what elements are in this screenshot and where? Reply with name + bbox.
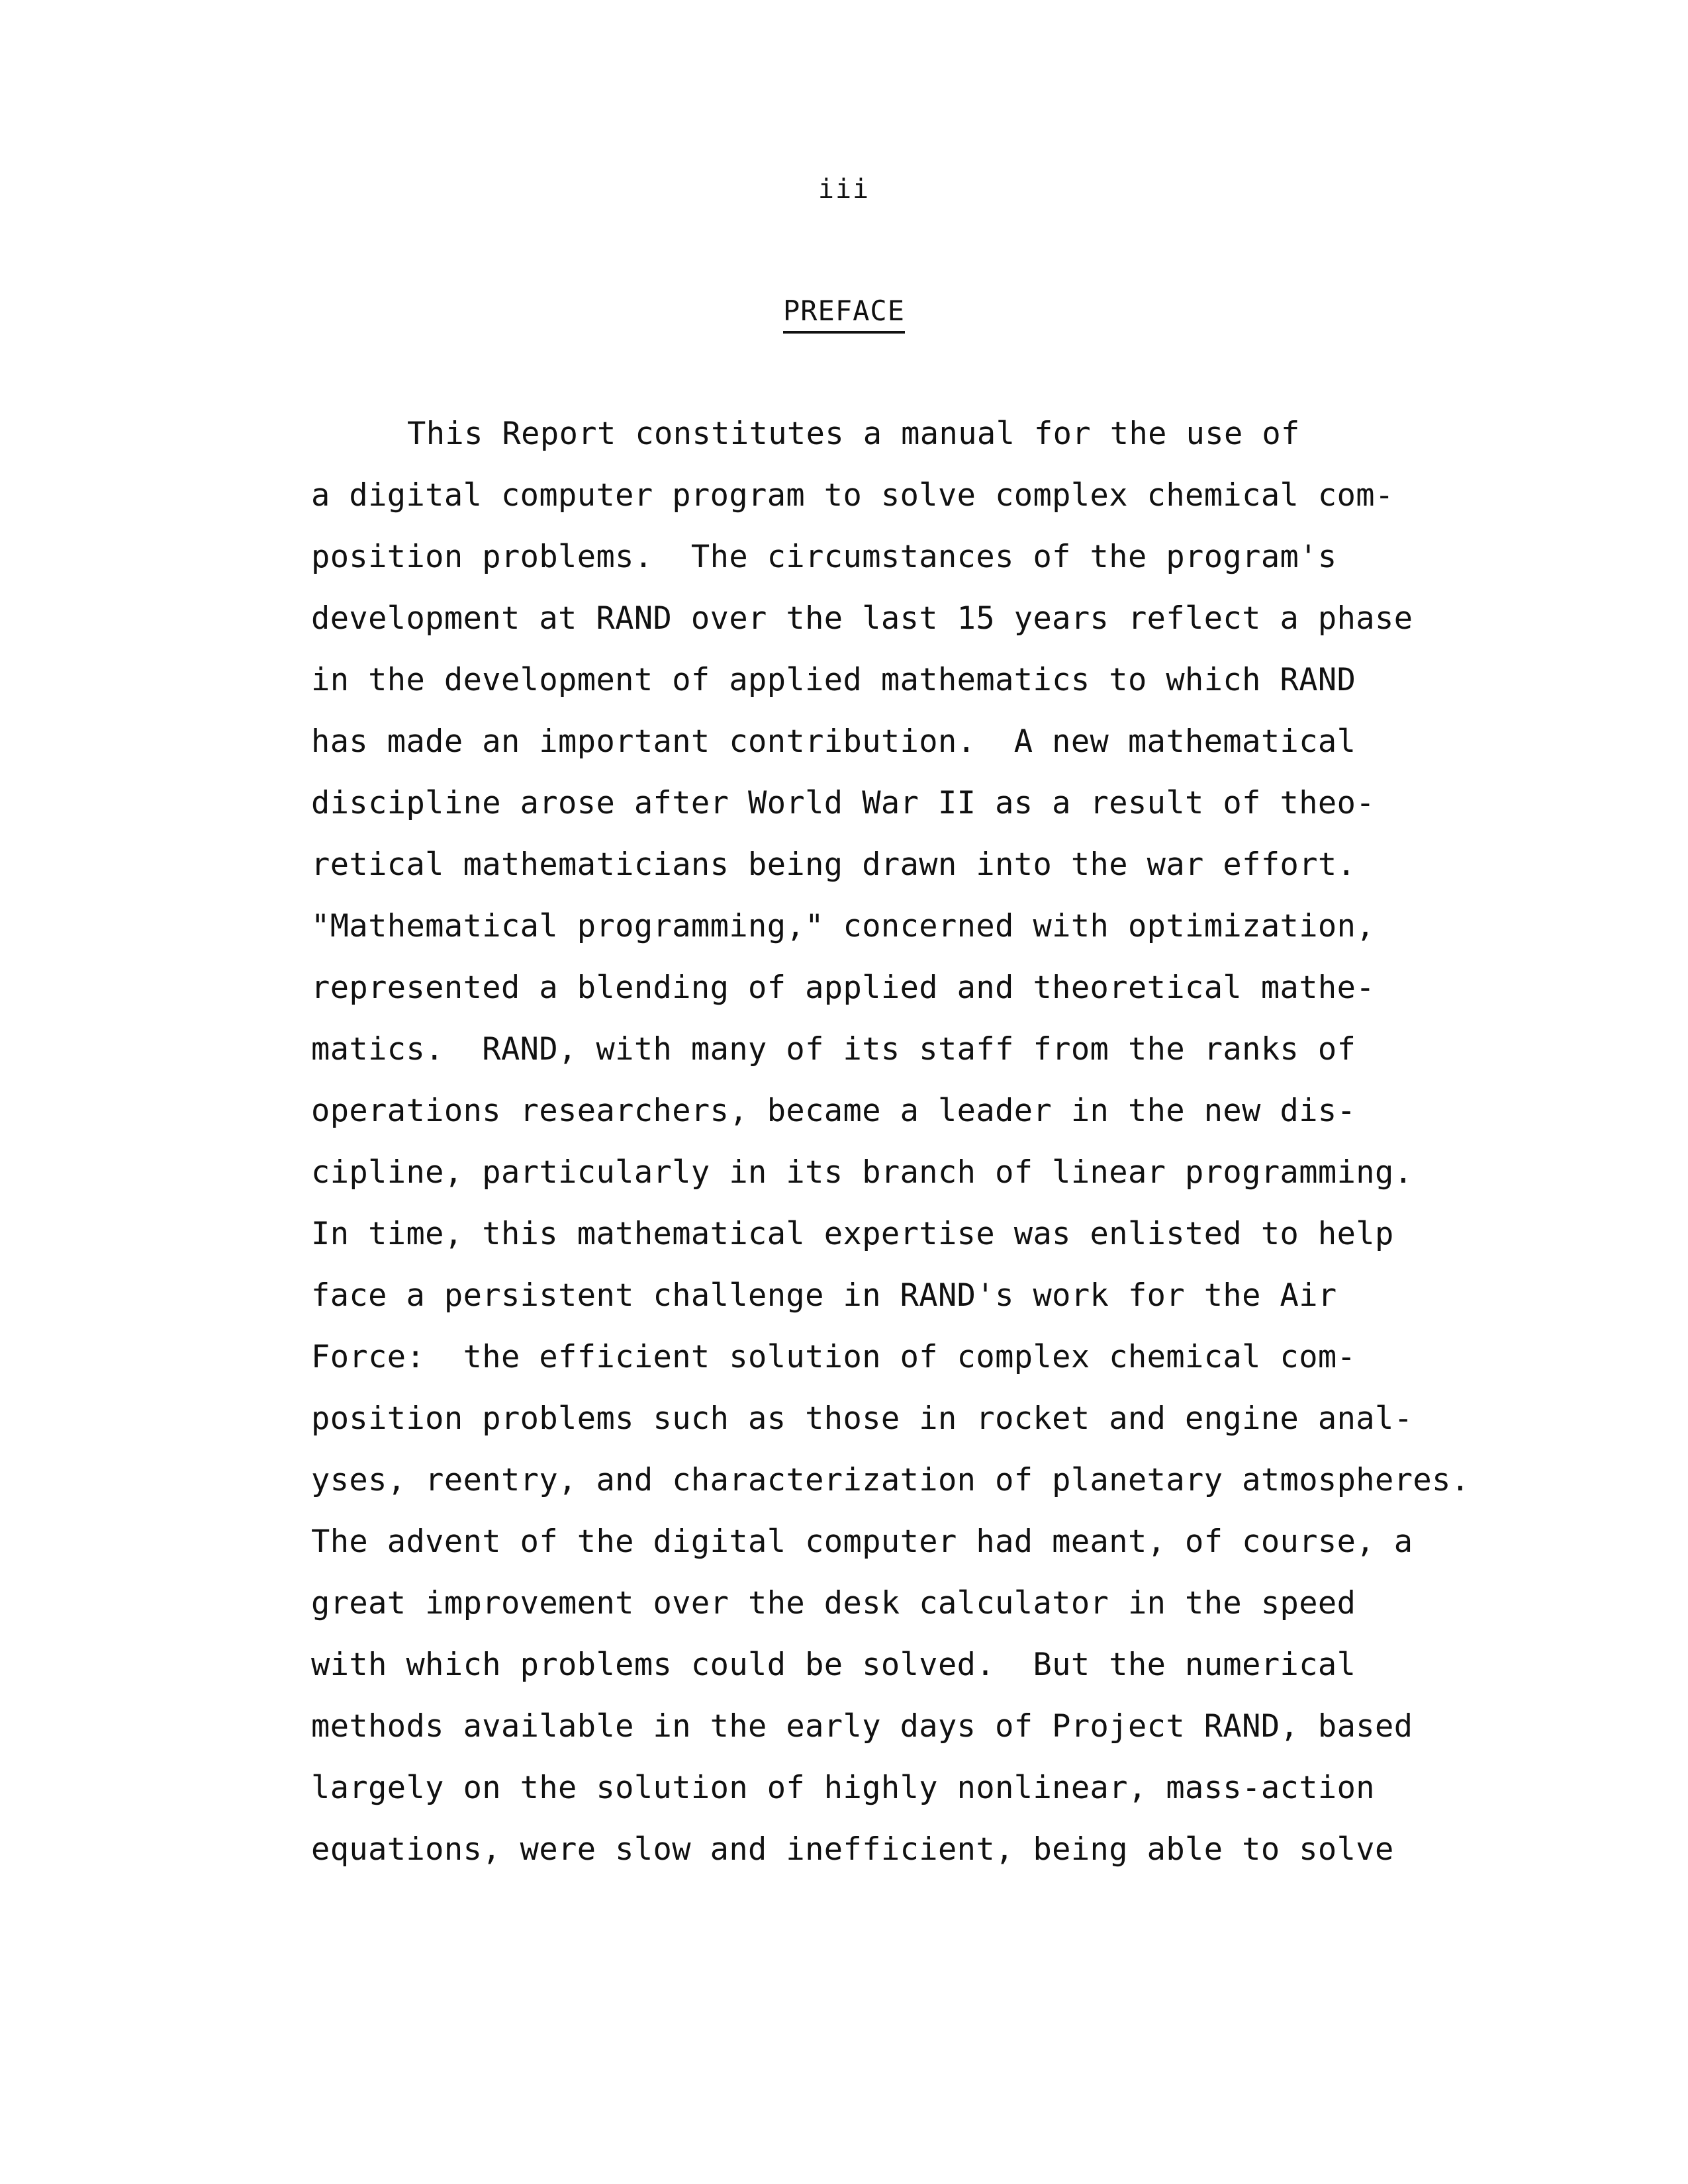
text-line: "Mathematical programming," concerned with optimization, [311, 908, 1375, 944]
text-line: This Report constitutes a manual for the use of [407, 416, 1300, 452]
text-line: development at RAND over the last 15 years reflect a phase [311, 600, 1413, 637]
text-line: largely on the solution of highly nonlinear, mass-action [311, 1770, 1375, 1806]
text-line: represented a blending of applied and theoretical mathe- [311, 970, 1375, 1006]
text-line: face a persistent challenge in RAND's work for the Air [311, 1277, 1337, 1314]
text-line: operations researchers, became a leader in the new dis- [311, 1093, 1356, 1129]
text-line: a digital computer program to solve complex chemical com- [311, 477, 1394, 514]
text-line: discipline arose after World War II as a result of theo- [311, 785, 1375, 821]
text-line: yses, reentry, and characterization of planetary atmospheres. [311, 1462, 1470, 1498]
title-container [0, 291, 1688, 334]
text-line: in the development of applied mathematics to which RAND [311, 662, 1356, 698]
text-line: matics. RAND, with many of its staff from the ranks of [311, 1031, 1356, 1068]
text-line: equations, were slow and inefficient, being able to solve [311, 1831, 1394, 1868]
page-number: iii [818, 174, 870, 205]
text-line: cipline, particularly in its branch of linear programming. [311, 1154, 1413, 1191]
text-line: methods available in the early days of Project RAND, based [311, 1708, 1413, 1745]
text-line: In time, this mathematical expertise was enlisted to help [311, 1216, 1394, 1252]
text-line: with which problems could be solved. But the numerical [311, 1647, 1356, 1683]
section-title: PREFACE [783, 291, 905, 334]
text-line: position problems. The circumstances of the program's [311, 539, 1337, 575]
text-line: retical mathematicians being drawn into the war effort. [311, 846, 1356, 883]
text-line: The advent of the digital computer had meant, of course, a [311, 1524, 1413, 1560]
text-line: position problems such as those in rocket and engine anal- [311, 1400, 1413, 1437]
text-line: Force: the efficient solution of complex chemical com- [311, 1339, 1356, 1375]
text-line: has made an important contribution. A new mathematical [311, 723, 1356, 760]
text-line: great improvement over the desk calculator in the speed [311, 1585, 1356, 1621]
